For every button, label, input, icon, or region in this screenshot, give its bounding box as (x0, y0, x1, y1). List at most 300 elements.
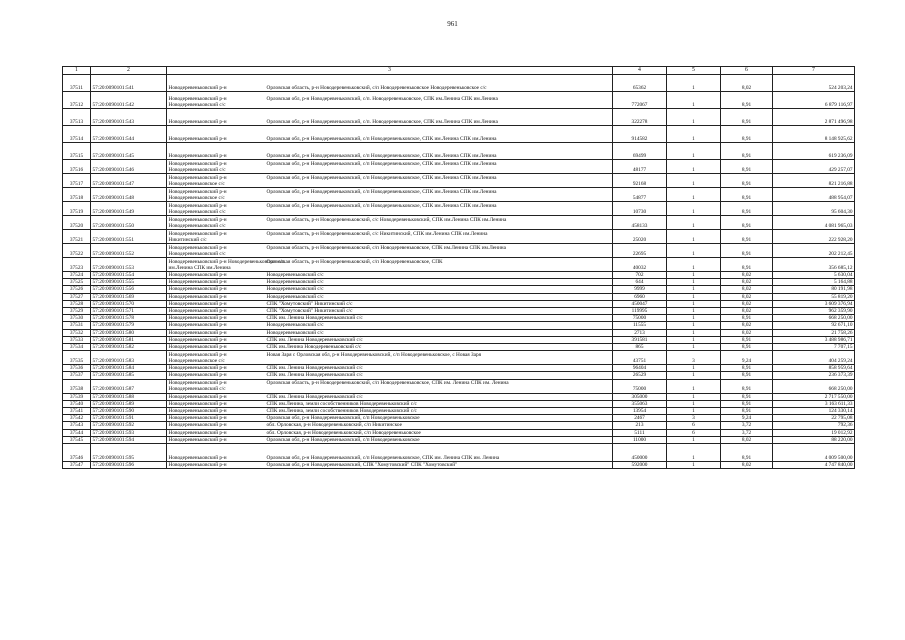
address-line (169, 315, 611, 321)
address-cell (167, 444, 613, 462)
cadastral-value: 488 954,07 (773, 188, 855, 202)
cadastral-number: 57:20:0090101:551 (91, 230, 167, 244)
category-value: 1 (667, 329, 721, 336)
location-description: Новодеревеньковский с/с (266, 272, 324, 278)
address-line (169, 337, 611, 343)
cadastral-value: 404 259,24 (773, 351, 855, 365)
district-name: Новодеревеньковский р-н (168, 380, 227, 387)
address-cell (167, 202, 613, 216)
address-line (169, 272, 611, 278)
address-cell (167, 308, 613, 315)
address-cell (167, 400, 613, 407)
address-line (169, 308, 611, 314)
cadastral-number: 57:20:0090101:570 (91, 300, 167, 307)
address-cell (167, 174, 613, 188)
category-value: 6 (667, 422, 721, 429)
column-number: 3 (167, 67, 613, 75)
area-value: 96404 (613, 365, 667, 372)
rate-value: 8,91 (721, 315, 773, 322)
row-number: 37536 (63, 365, 91, 372)
district-name: Новодеревеньковский р-н (168, 293, 227, 300)
row-number: 37521 (63, 230, 91, 244)
table-row (63, 344, 855, 351)
area-value: 5111 (613, 429, 667, 436)
location-description: Орловская обл, р-н Новодеревеньковский, с/п Новодеревеньковское, СПК им.Ленина СПК им.Ленина (266, 152, 497, 159)
rate-value: 8,91 (721, 92, 773, 109)
cadastral-value: 88 220,00 (773, 436, 855, 443)
location-description: Орловская обл, р-н Новодеревеньковский, с/п Новодеревеньковское (266, 436, 420, 443)
area-value: 11555 (613, 322, 667, 329)
row-number: 37511 (63, 75, 91, 92)
address-continuation: им.Ленина СПК им.Ленина (168, 264, 231, 271)
rate-value: 8,91 (721, 365, 773, 372)
category-value: 1 (667, 126, 721, 143)
category-value: 1 (667, 365, 721, 372)
cadastral-value: 3 488 986,71 (773, 336, 855, 343)
row-number: 37516 (63, 160, 91, 174)
area-value: 54877 (613, 188, 667, 202)
table-row (63, 422, 855, 429)
cadastral-number: 57:20:0090101:583 (91, 351, 167, 365)
cadastral-value: 858 959,64 (773, 365, 855, 372)
address-line (169, 394, 611, 400)
cadastral-number: 57:20:0090101:549 (91, 202, 167, 216)
location-description: Новодеревеньковский с/с (266, 322, 324, 329)
row-number: 37515 (63, 143, 91, 160)
land-register-table (62, 66, 855, 469)
address-cell (167, 393, 613, 400)
cadastral-number: 57:20:0090101:552 (91, 244, 167, 258)
table-row (63, 244, 855, 258)
address-line (169, 294, 611, 300)
area-value: 65362 (613, 75, 667, 92)
row-number: 37534 (63, 344, 91, 351)
cadastral-value: 2 717 550,00 (773, 393, 855, 400)
address-cell (167, 160, 613, 174)
location-description: СПК им. Ленина Новодеревеньковский с/с (266, 372, 363, 379)
area-value: 75000 (613, 379, 667, 393)
address-cell (167, 422, 613, 429)
area-value: 119995 (613, 308, 667, 315)
location-description: Орловская обл, р-н Новодеревеньковский, с/п Новодеревеньковское, СПК им. Ленина СПК им. Ленина (266, 454, 500, 461)
column-number: 7 (773, 67, 855, 75)
rate-value: 8,91 (721, 336, 773, 343)
cadastral-number: 57:20:0090101:544 (91, 126, 167, 143)
location-description: Орловская обл, р-н Новодеревеньковский, с/п. Новодеревеньковское, СПК им.Ленина СПК им.Ленина (266, 118, 498, 125)
table-row (63, 429, 855, 436)
address-line (169, 344, 611, 350)
cadastral-value: 3 609 376,94 (773, 300, 855, 307)
cadastral-value: 7 707,15 (773, 344, 855, 351)
district-name: Новодеревеньковский р-н (168, 422, 227, 429)
address-line (169, 462, 611, 468)
row-number: 37526 (63, 286, 91, 293)
table-row (63, 300, 855, 307)
address-line (169, 365, 611, 371)
address-continuation: Новодеревеньковское с/с (168, 180, 225, 187)
location-description: Орловская обл, р-н Новодеревеньковский, СПК "Хомутовский" СПК "Хомутовский" (266, 462, 458, 469)
address-continuation: Новодеревеньковский с/с (168, 101, 226, 108)
rate-value: 8,91 (721, 379, 773, 393)
category-value: 1 (667, 279, 721, 286)
category-value: 1 (667, 315, 721, 322)
table-row (63, 379, 855, 393)
location-description: СПК им.Ленина, земли сособственников Новодеревеньковский с/с (266, 400, 417, 407)
row-number: 37539 (63, 393, 91, 400)
address-cell (167, 408, 613, 415)
address-line (169, 408, 611, 414)
location-description: Орловская область, р-н Новодеревеньковский, с/с Новодеревеньковский, СПК им.Ленина СПК им.Ленина (266, 216, 507, 223)
address-cell (167, 188, 613, 202)
location-description: Орловская область, р-н Новодеревеньковский, с/п Новодеревеньковское, СПК им.Ленина СПК им.Ленина (266, 244, 506, 251)
district-name: Новодеревеньковский р-н (168, 160, 227, 167)
table-row (63, 315, 855, 322)
address-cell (167, 336, 613, 343)
location-description: Орловская обл, р-н Новодеревеньковский, с/п Новодеревеньковское, СПК им.Ленина СПК им.Ленина (266, 174, 497, 181)
address-line (169, 330, 611, 336)
district-name: Новодеревеньковский р-н (168, 454, 227, 461)
rate-value: 8,91 (721, 109, 773, 126)
area-value: 22695 (613, 244, 667, 258)
cadastral-value: 19 012,92 (773, 429, 855, 436)
row-number: 37530 (63, 315, 91, 322)
district-name: Новодеревеньковский р-н (168, 84, 227, 91)
row-number: 37522 (63, 244, 91, 258)
row-number: 37517 (63, 174, 91, 188)
address-continuation: Новодеревеньковский с/с (168, 166, 226, 173)
district-name: Новодеревеньковский р-н (168, 393, 227, 400)
area-value: 48177 (613, 160, 667, 174)
category-value: 1 (667, 400, 721, 407)
rate-value: 8,91 (721, 408, 773, 415)
cadastral-value: 95 604,30 (773, 202, 855, 216)
rate-value: 8,91 (721, 143, 773, 160)
rate-value: 8,91 (721, 393, 773, 400)
area-value: 305000 (613, 393, 667, 400)
rate-value: 8,91 (721, 230, 773, 244)
location-description: СПК им.Ленина, земли сособственников Новодеревеньковский с/с (266, 408, 417, 415)
cadastral-value: 4 081 965,03 (773, 216, 855, 230)
table-row (63, 351, 855, 365)
rate-value: 8,91 (721, 244, 773, 258)
table-row (63, 462, 855, 469)
location-description: Орловская область, р-н Новодеревеньковский, с/п Новодеревеньковское, СПК им. Ленина СПК им. Ленина (266, 380, 509, 387)
table-body (63, 67, 855, 469)
district-name: Новодеревеньковский р-н (168, 216, 227, 223)
address-cell (167, 279, 613, 286)
row-number: 37547 (63, 462, 91, 469)
address-continuation: Новодеревеньковское с/с (168, 194, 225, 201)
address-continuation: Новодеревеньковский с/с (168, 222, 226, 229)
area-value: 9999 (613, 286, 667, 293)
cadastral-value: 222 928,20 (773, 230, 855, 244)
cadastral-number: 57:20:0090101:542 (91, 92, 167, 109)
address-line (169, 430, 611, 436)
address-cell (167, 109, 613, 126)
cadastral-number: 57:20:0090101:543 (91, 109, 167, 126)
table-row (63, 365, 855, 372)
rate-value: 8,02 (721, 75, 773, 92)
location-description: Орловская обл, р-н Новодеревеньковский, с/п Новодеревеньковское, СПК им.Ленина СПК им.Ленина (266, 160, 497, 167)
location-description: СПК "Хомутовский" Никитинский с/с (266, 300, 353, 307)
category-value: 3 (667, 415, 721, 422)
cadastral-value: 22 795,08 (773, 415, 855, 422)
address-cell (167, 92, 613, 109)
category-value: 1 (667, 336, 721, 343)
category-value: 1 (667, 174, 721, 188)
table-row (63, 188, 855, 202)
district-name: Новодеревеньковский р-н (168, 95, 227, 102)
category-value: 3 (667, 351, 721, 365)
rate-value: 8,02 (721, 293, 773, 300)
rate-value: 8,91 (721, 216, 773, 230)
cadastral-value: 5 164,88 (773, 279, 855, 286)
category-value: 1 (667, 444, 721, 462)
address-cell (167, 365, 613, 372)
row-number: 37533 (63, 336, 91, 343)
area-value: 450000 (613, 444, 667, 462)
cadastral-number: 57:20:0090101:582 (91, 344, 167, 351)
address-line (169, 119, 611, 125)
cadastral-value: 124 330,14 (773, 408, 855, 415)
address-cell (167, 293, 613, 300)
row-number: 37531 (63, 322, 91, 329)
address-cell (167, 216, 613, 230)
location-description: Орловская область, р-н Новодеревеньковский, с/п Новодеревеньковское, СПК (266, 258, 443, 265)
rate-value: 8,02 (721, 308, 773, 315)
rate-value: 3,72 (721, 429, 773, 436)
rate-value: 8,91 (721, 126, 773, 143)
district-name: Новодеревеньковский р-н (168, 315, 227, 322)
category-value: 1 (667, 230, 721, 244)
rate-value: 8,91 (721, 444, 773, 462)
location-description: Новодеревеньковский с/с (266, 279, 324, 286)
address-cell (167, 429, 613, 436)
district-name: Новодеревеньковский р-н (168, 230, 227, 237)
row-number: 37535 (63, 351, 91, 365)
address-line (169, 372, 611, 378)
cadastral-number: 57:20:0090101:569 (91, 293, 167, 300)
row-number: 37529 (63, 308, 91, 315)
location-description: Орловская обл, р-н Новодеревеньковский, с/п. Новодеревеньковское, СПК им.Ленина СПК им.Ленина (266, 95, 498, 102)
address-cell (167, 258, 613, 272)
location-description: Новодеревеньковский с/с (266, 329, 324, 336)
location-description: Орловская обл, р-н Новодеревеньковский, с/п Новодеревеньковское (266, 415, 420, 422)
district-name: Новодеревеньковский р-н (168, 286, 227, 293)
row-number: 37523 (63, 258, 91, 272)
cadastral-value: 236 373,39 (773, 372, 855, 379)
address-cell (167, 272, 613, 279)
area-value: 69499 (613, 143, 667, 160)
table-row (63, 372, 855, 379)
location-description: Орловская обл, р-н Новодеревеньковский, с/п Новодеревеньковское, СПК им.Ленина СПК им.Ленина (266, 202, 497, 209)
category-value: 1 (667, 160, 721, 174)
table-row (63, 202, 855, 216)
area-value: 92168 (613, 174, 667, 188)
location-description: обл. Орловская, р-н Новодеревеньковский, с/п Никитинское (266, 422, 402, 429)
table-row (63, 436, 855, 443)
cadastral-number: 57:20:0090101:545 (91, 143, 167, 160)
column-number: 1 (63, 67, 91, 75)
row-number: 37541 (63, 408, 91, 415)
rate-value: 8,02 (721, 279, 773, 286)
address-continuation: Новодеревеньковский с/с (168, 208, 226, 215)
area-value: 40032 (613, 258, 667, 272)
cadastral-number: 57:20:0090101:546 (91, 160, 167, 174)
row-number: 37518 (63, 188, 91, 202)
category-value: 1 (667, 462, 721, 469)
address-cell (167, 379, 613, 393)
category-value: 1 (667, 244, 721, 258)
district-name: Новодеревеньковский р-н (168, 244, 227, 251)
cadastral-number: 57:20:0090101:578 (91, 315, 167, 322)
row-number: 37544 (63, 429, 91, 436)
column-number: 4 (613, 67, 667, 75)
table-row (63, 75, 855, 92)
address-cell (167, 143, 613, 160)
cadastral-number: 57:20:0090101:594 (91, 436, 167, 443)
cadastral-value: 5 630,04 (773, 272, 855, 279)
cadastral-value: 8 148 925,62 (773, 126, 855, 143)
area-value: 2467 (613, 415, 667, 422)
district-name: Новодеревеньковский р-н (168, 322, 227, 329)
cadastral-number: 57:20:0090101:554 (91, 272, 167, 279)
district-name: Новодеревеньковский р-н (168, 372, 227, 379)
area-value: 322278 (613, 109, 667, 126)
category-value: 1 (667, 344, 721, 351)
area-value: 26529 (613, 372, 667, 379)
table-row (63, 109, 855, 126)
table-row (63, 322, 855, 329)
category-value: 1 (667, 436, 721, 443)
address-cell (167, 436, 613, 443)
location-description: обл. Орловская, р-н Новодеревеньковский, с/п Новодеревеньковское (266, 429, 421, 436)
address-cell (167, 322, 613, 329)
row-number: 37546 (63, 444, 91, 462)
rate-value: 8,91 (721, 174, 773, 188)
district-name: Новодеревеньковский р-н (168, 272, 227, 278)
category-value: 1 (667, 272, 721, 279)
category-value: 1 (667, 188, 721, 202)
cadastral-value: 524 203,24 (773, 75, 855, 92)
rate-value: 8,91 (721, 400, 773, 407)
district-name: Новодеревеньковский р-н (168, 408, 227, 415)
row-number: 37543 (63, 422, 91, 429)
row-number: 37520 (63, 216, 91, 230)
cadastral-value: 619 236,09 (773, 143, 855, 160)
cadastral-number: 57:20:0090101:587 (91, 379, 167, 393)
cadastral-value: 962 359,90 (773, 308, 855, 315)
category-value: 1 (667, 293, 721, 300)
category-value: 1 (667, 258, 721, 272)
address-cell (167, 372, 613, 379)
address-cell (167, 244, 613, 258)
category-value: 1 (667, 322, 721, 329)
table-row (63, 444, 855, 462)
area-value: 11000 (613, 436, 667, 443)
cadastral-number: 57:20:0090101:555 (91, 279, 167, 286)
district-name: Новодеревеньковский р-н (168, 279, 227, 286)
district-name: Новодеревеньковский р-н (168, 400, 227, 407)
location-description: СПК им. Ленина Новодеревеньковский с/с (266, 315, 363, 322)
category-value: 1 (667, 92, 721, 109)
cadastral-number: 57:20:0090101:556 (91, 286, 167, 293)
category-value: 1 (667, 372, 721, 379)
address-cell (167, 300, 613, 307)
table-row (63, 216, 855, 230)
location-description: Орловская обл, р-н Новодеревеньковский, с/п Новодеревеньковское, СПК им.Ленина СПК им.Ленина (266, 188, 497, 195)
district-name: Новодеревеньковский р-н (168, 429, 227, 436)
area-value: 43751 (613, 351, 667, 365)
district-name: Новодеревеньковский р-н (168, 436, 227, 443)
address-cell (167, 329, 613, 336)
location-description: СПК им.Ленина Новодеревеньковский с/с (266, 344, 362, 351)
row-number: 37537 (63, 372, 91, 379)
cadastral-value: 356 685,12 (773, 258, 855, 272)
table-row (63, 393, 855, 400)
row-number: 37512 (63, 92, 91, 109)
cadastral-number: 57:20:0090101:581 (91, 336, 167, 343)
area-value: 10730 (613, 202, 667, 216)
table-row (63, 329, 855, 336)
cadastral-value: 668 250,00 (773, 315, 855, 322)
location-description: Новая Заря с Орловская обл, р-н Новодеревеньковский, с/п Новодеревеньковское, с Новая Заря (266, 351, 482, 358)
category-value: 1 (667, 379, 721, 393)
address-line (169, 455, 611, 461)
area-value: 6960 (613, 293, 667, 300)
area-value: 25020 (613, 230, 667, 244)
cadastral-number: 57:20:0090101:593 (91, 429, 167, 436)
table-row (63, 160, 855, 174)
table-row (63, 336, 855, 343)
category-value: 1 (667, 286, 721, 293)
rate-value: 8,91 (721, 160, 773, 174)
location-description: Орловская обл, р-н Новодеревеньковский, с/п Новодеревеньковское, СПК им.Ленина СПК им.Ленина (266, 135, 497, 142)
column-number: 6 (721, 67, 773, 75)
location-description: СПК "Хомутовский" Никитинский с/с (266, 308, 353, 315)
rate-value: 8,02 (721, 322, 773, 329)
area-value: 450047 (613, 300, 667, 307)
table-row (63, 415, 855, 422)
table-row (63, 293, 855, 300)
address-cell (167, 315, 613, 322)
area-value: 772067 (613, 92, 667, 109)
cadastral-value: 668 250,00 (773, 379, 855, 393)
row-number: 37514 (63, 126, 91, 143)
district-name: Новодеревеньковский р-н (168, 351, 227, 358)
location-description: Новодеревеньковский с/с (266, 293, 324, 300)
cadastral-number: 57:20:0090101:591 (91, 415, 167, 422)
address-line (169, 136, 611, 142)
cadastral-number: 57:20:0090101:585 (91, 372, 167, 379)
row-number: 37513 (63, 109, 91, 126)
row-number: 37540 (63, 400, 91, 407)
cadastral-value: 6 879 116,97 (773, 92, 855, 109)
area-value: 914582 (613, 126, 667, 143)
column-number: 5 (667, 67, 721, 75)
cadastral-number: 57:20:0090101:584 (91, 365, 167, 372)
cadastral-value: 80 191,98 (773, 286, 855, 293)
category-value: 1 (667, 75, 721, 92)
address-line (169, 153, 611, 159)
cadastral-value: 92 671,10 (773, 322, 855, 329)
cadastral-number: 57:20:0090101:580 (91, 329, 167, 336)
rate-value: 8,02 (721, 436, 773, 443)
district-name: Новодеревеньковский р-н (168, 415, 227, 422)
rate-value: 8,91 (721, 372, 773, 379)
address-cell (167, 230, 613, 244)
column-number-row (63, 67, 855, 75)
